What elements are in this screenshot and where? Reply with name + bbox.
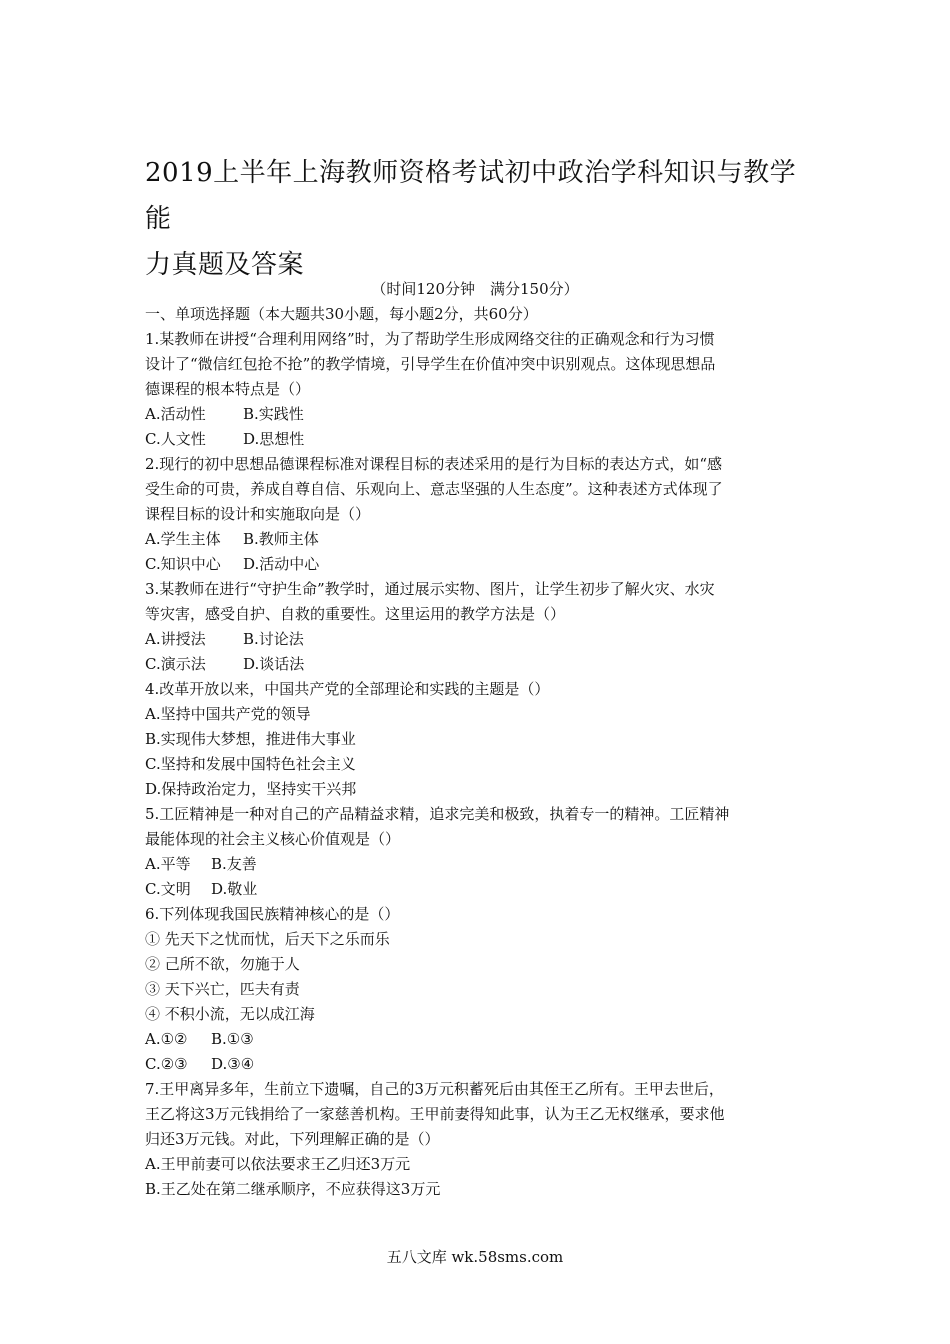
option-d: D.③④ <box>211 1055 255 1073</box>
option-row <box>145 652 815 677</box>
option-a: A.坚持中国共产党的领导 <box>145 705 311 723</box>
option-row <box>145 1052 815 1077</box>
question-text: 王乙将这3万元钱捐给了一家慈善机构。王甲前妻得知此事，认为王乙无权继承，要求他 <box>145 1105 725 1123</box>
option-row <box>145 402 815 427</box>
option-d: D.敬业 <box>211 880 258 898</box>
option-row <box>145 1027 815 1052</box>
option-c: C.演示法 <box>145 655 206 673</box>
option-c: C.知识中心 <box>145 555 221 573</box>
exam-info: （时间120分钟 满分150分） <box>371 280 579 298</box>
option-row <box>145 552 815 577</box>
option-row <box>145 427 815 452</box>
option-c: C.②③ <box>145 1055 188 1073</box>
question-text: 7.王甲离异多年，生前立下遗嘱，自己的3万元积蓄死后由其侄王乙所有。王甲去世后， <box>145 1080 724 1098</box>
option-b: B.讨论法 <box>243 630 304 648</box>
question-text: 等灾害，感受自护、自救的重要性。这里运用的教学方法是（） <box>145 605 566 623</box>
question-text: 德课程的根本特点是（） <box>145 380 311 398</box>
page-title <box>145 150 805 288</box>
statement-item: ③ 天下兴亡，匹夫有责 <box>145 980 300 998</box>
question-text: 5.工匠精神是一种对自己的产品精益求精，追求完美和极致，执着专一的精神。工匠精神 <box>145 805 730 823</box>
option-d: D.思想性 <box>243 430 305 448</box>
question-text: 受生命的可贵，养成自尊自信、乐观向上、意志坚强的人生态度”。这种表述方式体现了 <box>145 480 723 498</box>
option-a: A.学生主体 <box>145 530 221 548</box>
question-text: 归还3万元钱。对此，下列理解正确的是（） <box>145 1130 440 1148</box>
question-body <box>145 302 815 1202</box>
option-b: B.①③ <box>211 1030 254 1048</box>
question-text: 2.现行的初中思想品德课程标准对课程目标的表述采用的是行为目标的表达方式，如“感 <box>145 455 722 473</box>
option-a: A.①② <box>145 1030 188 1048</box>
statement-item: ① 先天下之忧而忧，后天下之乐而乐 <box>145 930 390 948</box>
option-b: B.友善 <box>211 855 257 873</box>
option-d: D.活动中心 <box>243 555 320 573</box>
statement-item: ② 己所不欲，勿施于人 <box>145 955 300 973</box>
option-a: A.活动性 <box>145 405 206 423</box>
option-a: A.王甲前妻可以依法要求王乙归还3万元 <box>145 1155 411 1173</box>
title-line: 力真题及答案 <box>145 250 305 280</box>
option-b: B.王乙处在第二继承顺序，不应获得这3万元 <box>145 1180 441 1198</box>
option-d: D.谈话法 <box>243 655 305 673</box>
question-text: 课程目标的设计和实施取向是（） <box>145 505 371 523</box>
option-b: B.实现伟大梦想，推进伟大事业 <box>145 730 356 748</box>
option-row <box>145 877 815 902</box>
question-text: 6.下列体现我国民族精神核心的是（） <box>145 905 400 923</box>
question-text: 设计了“微信红包抢不抢”的教学情境，引导学生在价值冲突中识别观点。这体现思想品 <box>145 355 716 373</box>
question-text: 4.改革开放以来，中国共产党的全部理论和实践的主题是（） <box>145 680 550 698</box>
page-footer: 五八文库 wk.58sms.com <box>386 1248 564 1266</box>
option-b: B.教师主体 <box>243 530 319 548</box>
option-a: A.讲授法 <box>145 630 206 648</box>
option-c: C.坚持和发展中国特色社会主义 <box>145 755 356 773</box>
option-a: A.平等 <box>145 855 191 873</box>
statement-item: ④ 不积小流，无以成江海 <box>145 1005 315 1023</box>
option-c: C.文明 <box>145 880 191 898</box>
title-line: 2019上半年上海教师资格考试初中政治学科知识与教学能 <box>145 158 797 234</box>
option-row <box>145 852 815 877</box>
option-b: B.实践性 <box>243 405 304 423</box>
question-text: 最能体现的社会主义核心价值观是（） <box>145 830 401 848</box>
option-row <box>145 627 815 652</box>
question-text: 3.某教师在进行“守护生命”教学时，通过展示实物、图片，让学生初步了解火灾、水灾 <box>145 580 715 598</box>
question-text: 1.某教师在讲授“合理利用网络”时，为了帮助学生形成网络交往的正确观念和行为习惯 <box>145 330 715 348</box>
option-row <box>145 527 815 552</box>
option-d: D.保持政治定力，坚持实干兴邦 <box>145 780 357 798</box>
section-heading: 一、单项选择题（本大题共30小题，每小题2分，共60分） <box>145 305 538 323</box>
option-c: C.人文性 <box>145 430 206 448</box>
